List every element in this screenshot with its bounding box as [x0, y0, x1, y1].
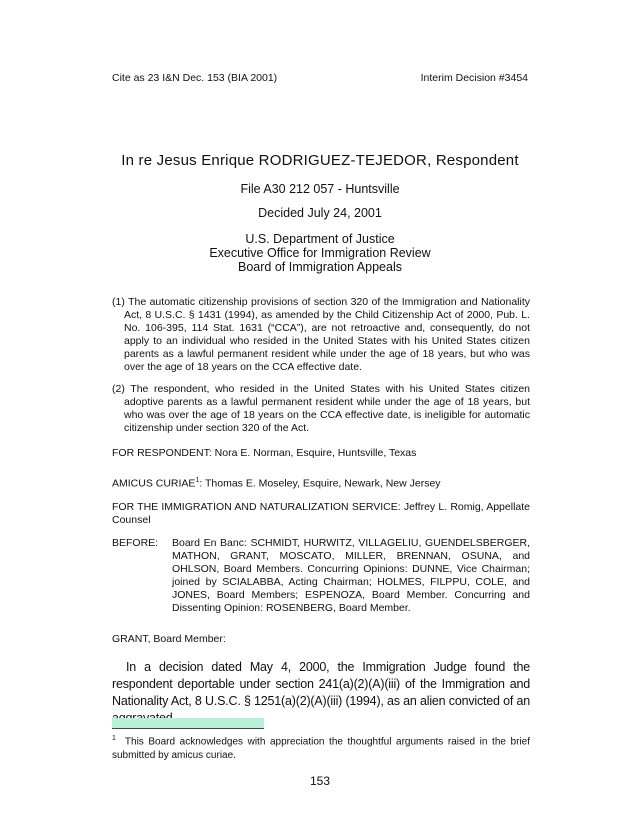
opinion-body: In a decision dated May 4, 2000, the Immigration Judge found the respondent deportable under section 241(a)(2)(A)(iii) of the Immigration and Nationality Act, 8 U.S.C. § 1251(a)(2)(A)(iii) (1994), as an alien convicted of an [112, 660, 530, 708]
footnote-rule [112, 728, 264, 729]
headnote-2-text: (2) The respondent, who resided in the United States with his United States citizen adoptive parents as a lawful permanent resident while under the age of 18 years, but who was over the age of 18 years on the CCA effective date, is ineligible for automatic citizenship under section 320 of the Act. [112, 383, 530, 434]
amicus-text: : Thomas E. Moseley, Esquire, Newark, New Jersey [199, 477, 441, 490]
footnote-marker: 1 [112, 735, 116, 742]
counsel-ins: FOR THE IMMIGRATION AND NATURALIZATION SERVICE: Jeffrey L. Romig, Appellate Counsel [112, 501, 530, 526]
case-decided: Decided July 24, 2001 [258, 206, 382, 220]
agency-line-3: Board of Immigration Appeals [238, 260, 402, 274]
amicus-footnote-marker: 1 [195, 477, 200, 484]
before-text: Board En Banc: SCHMIDT, HURWITZ, VILLAGELIU, GUENDELSBERGER, MATHON, GRANT, MOSCATO, MILLER, BRENNAN, OSUNA, and OHLSON, Board Members. Concurring Opinions: DUNNE, Vice Chairman; joined by SCIALABBA, Acting Chairman; HOLMES, FILPPU, COLE, and JONES, Board Members; ESPENOZA, Board Member. Concurring and Dissenting Opinion: ROSENBERG, Board Member. [172, 537, 530, 614]
headnote-1 [112, 296, 530, 374]
before-label: BEFORE: [112, 537, 159, 549]
case-file: File A30 212 057 - Huntsville [240, 182, 400, 196]
agency-line-1: U.S. Department of Justice [245, 232, 395, 246]
page-number: 153 [309, 774, 331, 788]
opinion-author: GRANT, Board Member: [112, 633, 226, 645]
header-decision-number: Interim Decision #3454 [420, 72, 528, 84]
case-title: In re Jesus Enrique RODRIGUEZ-TEJEDOR, Respondent [121, 152, 519, 169]
footnote-text: This Board acknowledges with appreciation the thoughtful arguments raised in the brief submitted by amicus curiae. [112, 736, 530, 762]
counsel-respondent: FOR RESPONDENT: Nora E. Norman, Esquire, Huntsville, Texas [112, 447, 417, 459]
headnote-1-text: (1) The automatic citizenship provisions of section 320 of the Immigration and Nationality Act, 8 U.S.C. § 1431 (1994), as amended by the Child Citizenship Act of 2000, Pub. L. No. 106-395, 114 Stat. 1631 (“CCA”), are not retroactive and, consequently, do not apply to an individual who resided in the United States with his United States citizen parents as a lawful permanent resident while under the age of 18 years, but who was over the age of 18 years on the CCA effective date. [112, 296, 530, 373]
footnote-highlight [112, 718, 264, 728]
agency-line-2: Executive Office for Immigration Review [209, 246, 431, 260]
footnote [112, 732, 530, 763]
amicus-label: AMICUS CURIAE [112, 477, 196, 490]
headnote-2 [112, 383, 530, 435]
before-block [112, 537, 530, 615]
agency-block [80, 232, 560, 274]
header-citation: Cite as 23 I&N Dec. 153 (BIA 2001) [112, 72, 278, 84]
counsel-amicus [112, 474, 530, 491]
